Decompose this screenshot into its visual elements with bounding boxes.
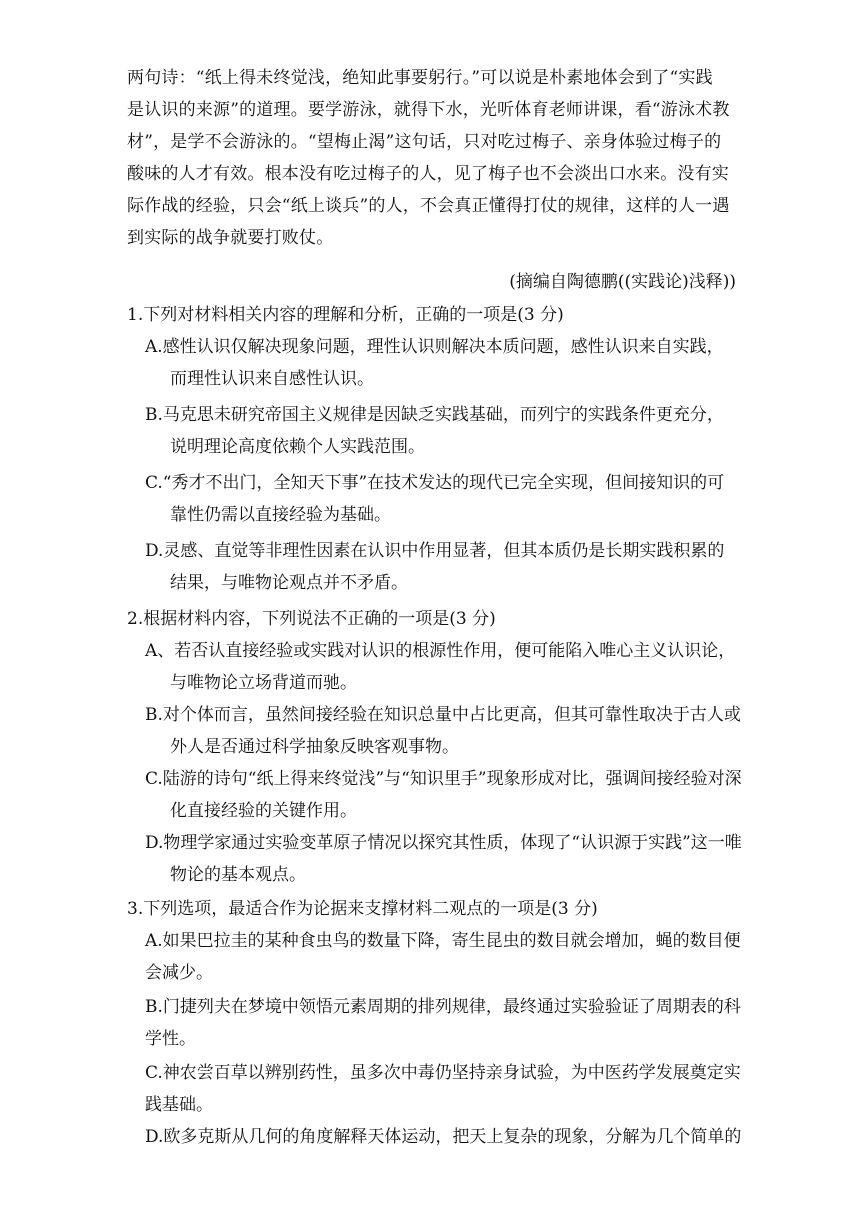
question-2-option-c	[145, 763, 742, 827]
passage-line: 到实际的战争就要打败仗。	[127, 228, 334, 248]
question-2-option-d	[145, 827, 742, 891]
option-line: 化直接经验的关键作用。	[170, 801, 357, 821]
option-line: D.物理学家通过实验变革原子情况以探究其性质，体现了“认识源于实践”这一唯	[145, 833, 742, 853]
question-1-option-a	[145, 331, 737, 395]
option-line: D.灵感、直觉等非理性因素在认识中作用显著，但其本质仍是长期实践积累的	[145, 541, 725, 561]
option-line: 而理性认识来自感性认识。	[170, 369, 374, 389]
option-line: 践基础。	[145, 1095, 213, 1115]
passage-line: 是认识的来源”的道理。要学游泳，就得下水，光听体育老师讲课，看“游泳术教	[127, 100, 730, 120]
question-2-stem: 2.根据材料内容，下列说法不正确的一项是(3 分)	[127, 609, 496, 629]
option-line: B.门捷列夫在梦境中领悟元素周期的排列规律，最终通过实验验证了周期表的科	[145, 997, 741, 1017]
option-line: C.“秀才不出门，全知天下事”在技术发达的现代已完全实现，但间接知识的可	[145, 473, 725, 493]
passage-paragraph	[127, 62, 737, 254]
passage-source: (摘编自陶德鹏((实践论)浅释))	[509, 272, 736, 292]
question-1-option-d	[145, 535, 737, 599]
option-line: 靠性仍需以直接经验为基础。	[170, 505, 391, 525]
option-line: 外人是否通过科学抽象反映客观事物。	[170, 737, 459, 757]
question-3-option-c	[145, 1057, 741, 1121]
option-line: A.感性认识仅解决现象问题，理性认识则解决本质问题，感性认识来自实践，	[145, 337, 724, 357]
option-line: 物论的基本观点。	[170, 865, 306, 885]
option-line: 说明理论高度依赖个人实践范围。	[170, 437, 425, 457]
passage-line: 酸味的人才有效。根本没有吃过梅子的人，见了梅子也不会淡出口水来。没有实	[127, 164, 729, 184]
question-3-option-d	[145, 1121, 742, 1153]
option-line: D.欧多克斯从几何的角度解释天体运动，把天上复杂的现象，分解为几个简单的	[145, 1127, 742, 1147]
question-3-option-b	[145, 991, 741, 1055]
question-1-option-b	[145, 399, 737, 463]
option-line: 学性。	[145, 1029, 196, 1049]
option-line: 会减少。	[145, 963, 213, 983]
question-2-option-a	[145, 635, 737, 699]
question-3-option-a	[145, 925, 741, 989]
passage-line: 两句诗：“纸上得未终觉浅，绝知此事要躬行。”可以说是朴素地体会到了“实践	[127, 68, 713, 88]
option-line: A.如果巴拉圭的某种食虫鸟的数量下降，寄生昆虫的数目就会增加，蝇的数目便	[145, 931, 741, 951]
option-line: A、若否认直接经验或实践对认识的根源性作用，便可能陷入唯心主义认识论，	[145, 641, 736, 661]
option-line: 结果，与唯物论观点并不矛盾。	[170, 573, 408, 593]
passage-line: 材”，是学不会游泳的。“望梅止渴”这句话，只对吃过梅子、亲身体验过梅子的	[127, 132, 722, 152]
question-3-stem: 3.下列选项，最适合作为论据来支撑材料二观点的一项是(3 分)	[127, 899, 598, 919]
option-line: B.对个体而言，虽然间接经验在知识总量中占比更高，但其可靠性取决于古人或	[145, 705, 741, 725]
option-line: B.马克思未研究帝国主义规律是因缺乏实践基础，而列宁的实践条件更充分，	[145, 405, 724, 425]
question-1-stem: 1.下列对材料相关内容的理解和分析，正确的一项是(3 分)	[127, 305, 564, 325]
question-1-option-c	[145, 467, 737, 531]
option-line: C.神农尝百草以辨别药性，虽多次中毒仍坚持亲身试验，为中医药学发展奠定实	[145, 1063, 741, 1083]
passage-line: 际作战的经验，只会“纸上谈兵”的人，不会真正懂得打仗的规律，这样的人一遇	[127, 196, 730, 216]
option-line: 与唯物论立场背道而驰。	[170, 673, 357, 693]
question-2-option-b	[145, 699, 741, 763]
option-line: C.陆游的诗句“纸上得来终觉浅”与“知识里手”现象形成对比，强调间接经验对深	[145, 769, 742, 789]
